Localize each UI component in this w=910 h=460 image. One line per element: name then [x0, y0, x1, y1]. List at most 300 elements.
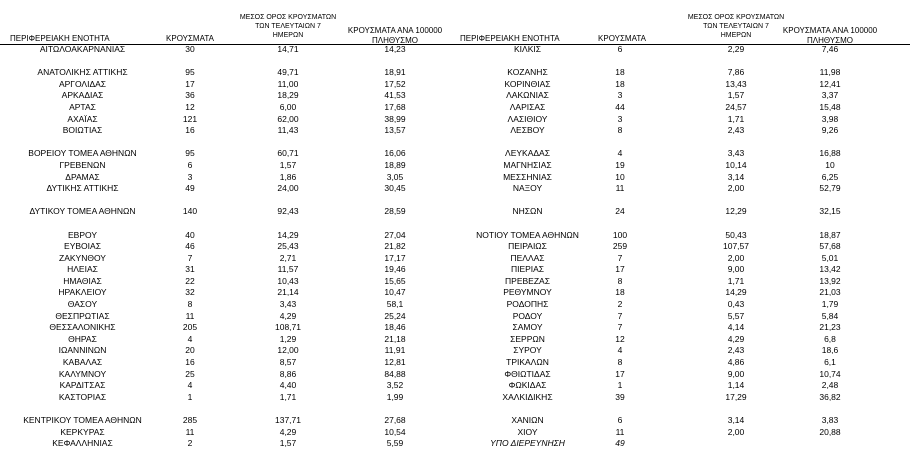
region-cell: ΗΡΑΚΛΕΙΟΥ [58, 287, 107, 298]
region-cell: ΚΑΒΑΛΑΣ [62, 357, 103, 368]
cases-cell: 30 [185, 44, 195, 54]
cases-cell: 11 [615, 426, 625, 437]
region-cell: ΛΑΚΩΝΙΑΣ [506, 90, 549, 101]
avg-cell: 8,86 [279, 368, 297, 379]
per100k-cell: 17,17 [384, 252, 406, 263]
table-row [0, 125, 455, 137]
table-row [0, 206, 455, 218]
avg-cell: 12,00 [277, 345, 299, 356]
per100k-cell: 5,59 [386, 438, 404, 449]
avg-cell: 3,43 [279, 299, 297, 310]
per100k-cell: 38,99 [384, 113, 406, 124]
avg-cell: 8,57 [279, 357, 297, 368]
per100k-cell: 3,98 [821, 113, 839, 124]
per100k-cell: 1,99 [386, 391, 404, 402]
avg-cell: 2,00 [727, 426, 745, 437]
region-cell: ΚΕΡΚΥΡΑΣ [60, 426, 105, 437]
cases-cell: 7 [617, 310, 623, 321]
avg-cell: 1,71 [727, 113, 745, 124]
table-row [0, 56, 455, 68]
per100k-cell: 16,88 [819, 148, 841, 159]
region-cell: ΠΕΙΡΑΙΩΣ [508, 241, 547, 252]
avg-cell: 1,57 [279, 438, 297, 449]
per100k-cell: 17,52 [384, 78, 406, 89]
per100k-cell: 84,88 [384, 368, 406, 379]
avg-cell: 4,40 [279, 380, 297, 391]
per100k-cell: 18,87 [819, 229, 841, 240]
table-row [0, 102, 455, 114]
cases-cell: 18 [615, 78, 625, 89]
table-row [0, 345, 455, 357]
table-row [0, 90, 455, 102]
cases-cell: 49 [185, 183, 195, 194]
avg-cell: 2,29 [727, 44, 745, 54]
table-row [0, 357, 455, 369]
per100k-cell: 28,59 [384, 206, 406, 217]
avg-cell: 21,14 [277, 287, 299, 298]
region-cell: ΠΙΕΡΙΑΣ [510, 264, 545, 275]
header-per100k-line2: ΠΛΗΘΥΣΜΟ [806, 36, 854, 45]
cases-cell: 16 [185, 357, 195, 368]
per100k-cell: 18,91 [384, 67, 406, 78]
region-cell: ΚΕΦΑΛΛΗΝΙΑΣ [52, 438, 113, 449]
region-cell: ΜΕΣΣΗΝΙΑΣ [503, 171, 552, 182]
cases-cell: 100 [612, 229, 628, 240]
per100k-cell: 3,83 [821, 415, 839, 425]
avg-cell: 4,29 [727, 333, 745, 344]
cases-cell: 4 [187, 380, 193, 391]
region-cell: ΑΡΤΑΣ [69, 101, 96, 112]
table-row [0, 230, 455, 242]
cases-cell: 7 [617, 322, 623, 333]
table-row [0, 311, 455, 323]
header-per100k [780, 26, 880, 46]
avg-cell: 17,29 [725, 391, 747, 402]
cases-cell: 3 [617, 113, 623, 124]
avg-cell: 12,29 [725, 206, 747, 217]
avg-cell: 9,00 [727, 264, 745, 275]
header-avg [238, 13, 338, 40]
table-row [455, 230, 910, 242]
per100k-cell: 13,57 [384, 125, 406, 136]
per100k-cell: 10 [825, 159, 835, 170]
avg-cell: 7,86 [727, 67, 745, 78]
table-row [0, 172, 455, 184]
per100k-cell: 18,89 [384, 159, 406, 170]
table-row [0, 114, 455, 126]
region-cell: ΒΟΡΕΙΟΥ ΤΟΜΕΑ ΑΘΗΝΩΝ [28, 148, 137, 159]
region-cell: ΕΒΡΟΥ [67, 229, 97, 240]
table-row [455, 334, 910, 346]
table-row [0, 137, 455, 149]
region-cell: ΖΑΚΥΝΘΟΥ [59, 252, 106, 263]
right-table-body [455, 44, 910, 450]
table-row [455, 67, 910, 79]
region-cell: ΗΛΕΙΑΣ [67, 264, 98, 275]
region-cell: ΛΕΥΚΑΔΑΣ [505, 148, 550, 159]
table-row [455, 79, 910, 91]
region-cell: ΧΑΝΙΩΝ [511, 415, 544, 425]
table-row [455, 264, 910, 276]
region-cell: ΚΟΖΑΝΗΣ [507, 67, 548, 78]
per100k-cell: 15,65 [384, 275, 406, 286]
table-row [0, 438, 455, 450]
per100k-cell: 30,45 [384, 183, 406, 194]
region-cell: ΣΥΡΟΥ [513, 345, 542, 356]
cases-cell: 205 [182, 322, 198, 333]
header-avg [687, 13, 785, 40]
table-row [0, 299, 455, 311]
region-cell: ΙΩΑΝΝΙΝΩΝ [58, 345, 107, 356]
per100k-cell: 12,81 [384, 357, 406, 368]
table-row [0, 79, 455, 91]
per100k-cell: 2,48 [821, 380, 839, 391]
cases-cell: 18 [615, 287, 625, 298]
avg-cell: 107,57 [723, 241, 749, 252]
region-cell: ΘΕΣΠΡΩΤΙΑΣ [55, 310, 110, 321]
per100k-cell: 10,47 [384, 287, 406, 298]
per100k-cell: 13,42 [819, 264, 841, 275]
region-cell: ΤΡΙΚΑΛΩΝ [506, 357, 549, 368]
per100k-cell: 21,18 [384, 333, 406, 344]
cases-cell: 49 [615, 438, 625, 449]
region-cell: ΗΜΑΘΙΑΣ [63, 275, 102, 286]
region-cell: ΣΕΡΡΩΝ [510, 333, 545, 344]
table-row [455, 369, 910, 381]
table-row [0, 218, 455, 230]
cases-cell: 19 [615, 159, 625, 170]
region-cell: ΛΑΡΙΣΑΣ [509, 101, 546, 112]
avg-cell: 24,57 [725, 101, 747, 112]
region-cell: ΜΑΓΝΗΣΙΑΣ [503, 159, 552, 170]
cases-cell: 8 [617, 357, 623, 368]
per100k-cell: 36,82 [819, 391, 841, 402]
avg-cell: 137,71 [275, 415, 301, 425]
avg-cell: 10,43 [277, 275, 299, 286]
right-table-header [455, 0, 910, 45]
cases-cell: 7 [187, 252, 193, 263]
left-table-body [0, 44, 455, 450]
avg-cell: 50,43 [725, 229, 747, 240]
avg-cell: 3,43 [727, 148, 745, 159]
per100k-cell: 20,88 [819, 426, 841, 437]
avg-cell: 0,43 [727, 299, 745, 310]
per100k-cell: 21,03 [819, 287, 841, 298]
cases-cell: 2 [187, 438, 193, 449]
table-row [455, 287, 910, 299]
header-region: ΠΕΡΙΦΕΡΕΙΑΚΗ ΕΝΟΤΗΤΑ [460, 34, 560, 43]
per100k-cell: 58,1 [386, 299, 404, 310]
table-row [455, 172, 910, 184]
region-cell: ΡΟΔΟΠΗΣ [506, 299, 549, 310]
table-row [0, 322, 455, 334]
table-row [455, 183, 910, 195]
region-cell: ΑΧΑΪΑΣ [67, 113, 98, 124]
per100k-cell: 27,04 [384, 229, 406, 240]
avg-cell: 4,86 [727, 357, 745, 368]
table-row [455, 195, 910, 207]
per100k-cell: 13,92 [819, 275, 841, 286]
table-row [0, 276, 455, 288]
cases-cell: 31 [185, 264, 195, 275]
left-table-header [0, 0, 455, 45]
avg-cell: 4,29 [279, 310, 297, 321]
cases-cell: 40 [185, 229, 195, 240]
cases-cell: 6 [617, 415, 623, 425]
table-row [0, 67, 455, 79]
cases-cell: 4 [617, 345, 623, 356]
table-row [455, 427, 910, 439]
per100k-cell: 41,53 [384, 90, 406, 101]
region-cell: ΕΥΒΟΙΑΣ [64, 241, 101, 252]
table-row [0, 415, 455, 427]
avg-cell: 25,43 [277, 241, 299, 252]
avg-cell: 1,71 [727, 275, 745, 286]
per100k-cell: 52,79 [819, 183, 841, 194]
region-cell: ΦΩΚΙΔΑΣ [508, 380, 547, 391]
cases-cell: 18 [615, 67, 625, 78]
region-cell: ΦΘΙΩΤΙΔΑΣ [504, 368, 551, 379]
cases-cell: 4 [187, 333, 193, 344]
avg-cell: 14,29 [277, 229, 299, 240]
cases-cell: 6 [187, 159, 193, 170]
per100k-cell: 21,82 [384, 241, 406, 252]
avg-cell: 5,57 [727, 310, 745, 321]
per100k-cell: 5,84 [821, 310, 839, 321]
per100k-cell: 27,68 [384, 415, 406, 425]
table-row [455, 218, 910, 230]
cases-cell: 25 [185, 368, 195, 379]
cases-cell: 285 [182, 415, 198, 425]
per100k-cell: 1,79 [821, 299, 839, 310]
region-cell: ΛΕΣΒΟΥ [510, 125, 545, 136]
avg-cell: 2,00 [727, 183, 745, 194]
table-row [455, 241, 910, 253]
per100k-cell: 6,8 [824, 333, 836, 344]
per100k-cell: 12,41 [819, 78, 841, 89]
region-cell: ΑΝΑΤΟΛΙΚΗΣ ΑΤΤΙΚΗΣ [37, 67, 128, 78]
per100k-cell: 21,23 [819, 322, 841, 333]
per100k-cell: 3,05 [386, 171, 404, 182]
header-per100k [345, 26, 445, 46]
cases-cell: 4 [617, 148, 623, 159]
per100k-cell: 11,91 [384, 345, 406, 356]
avg-cell: 9,00 [727, 368, 745, 379]
region-cell: ΡΟΔΟΥ [512, 310, 543, 321]
cases-cell: 39 [615, 391, 625, 402]
avg-cell: 1,57 [279, 159, 297, 170]
per100k-cell: 9,26 [821, 125, 839, 136]
per100k-cell: 32,15 [819, 206, 841, 217]
cases-cell: 12 [185, 101, 195, 112]
table-row [0, 380, 455, 392]
table-row [455, 253, 910, 265]
header-avg-line1: ΜΕΣΟΣ ΟΡΟΣ ΚΡΟΥΣΜΑΤΩΝ [239, 14, 337, 21]
region-cell: ΧΑΛΚΙΔΙΚΗΣ [502, 391, 553, 402]
table-row [455, 160, 910, 172]
region-cell: ΚΑΛΥΜΝΟΥ [58, 368, 107, 379]
cases-cell: 3 [187, 171, 193, 182]
table-row [455, 380, 910, 392]
table-row [0, 334, 455, 346]
region-cell: ΘΗΡΑΣ [68, 333, 97, 344]
region-cell: ΠΕΛΛΑΣ [510, 252, 545, 263]
cases-cell: 22 [185, 275, 195, 286]
table-row [455, 44, 910, 56]
cases-cell: 8 [617, 275, 623, 286]
cases-cell: 8 [617, 125, 623, 136]
region-cell: ΚΕΝΤΡΙΚΟΥ ΤΟΜΕΑ ΑΘΗΝΩΝ [23, 415, 142, 425]
region-cell: ΝΑΞΟΥ [512, 183, 543, 194]
table-row [0, 183, 455, 195]
per100k-cell: 10,54 [384, 426, 406, 437]
per100k-cell: 10,74 [819, 368, 841, 379]
region-cell: ΔΥΤΙΚΗΣ ΑΤΤΙΚΗΣ [46, 183, 119, 194]
table-row [455, 357, 910, 369]
table-row [0, 427, 455, 439]
cases-cell: 20 [185, 345, 195, 356]
cases-cell: 44 [615, 101, 625, 112]
avg-cell: 4,29 [279, 426, 297, 437]
cases-cell: 17 [615, 368, 625, 379]
avg-cell: 1,86 [279, 171, 297, 182]
table-row [0, 287, 455, 299]
cases-cell: 11 [185, 310, 195, 321]
avg-cell: 92,43 [277, 206, 299, 217]
avg-cell: 1,29 [279, 333, 297, 344]
cases-cell: 36 [185, 90, 195, 101]
cases-cell: 10 [615, 171, 625, 182]
table-row [455, 311, 910, 323]
per100k-cell: 5,01 [821, 252, 839, 263]
region-cell: ΘΕΣΣΑΛΟΝΙΚΗΣ [49, 322, 116, 333]
cases-cell: 11 [185, 426, 195, 437]
table-row [455, 137, 910, 149]
table-row [455, 56, 910, 68]
table-row [455, 299, 910, 311]
per100k-cell: 18,46 [384, 322, 406, 333]
region-cell: ΡΕΘΥΜΝΟΥ [503, 287, 552, 298]
region-cell: ΒΟΙΩΤΙΑΣ [62, 125, 103, 136]
region-cell: ΝΗΣΩΝ [512, 206, 543, 217]
per100k-cell: 14,23 [384, 44, 406, 54]
cases-cell: 95 [185, 148, 195, 159]
region-cell: ΔΥΤΙΚΟΥ ΤΟΜΕΑ ΑΘΗΝΩΝ [29, 206, 136, 217]
avg-cell: 2,00 [727, 252, 745, 263]
table-row [455, 403, 910, 415]
header-cases: ΚΡΟΥΣΜΑΤΑ [598, 34, 646, 43]
region-cell: ΥΠΟ ΔΙΕΡΕΥΝΗΣΗ [490, 438, 565, 449]
cases-cell: 24 [615, 206, 625, 217]
region-cell: ΚΙΛΚΙΣ [514, 44, 541, 54]
per100k-cell: 17,68 [384, 101, 406, 112]
avg-cell: 49,71 [277, 67, 299, 78]
avg-cell: 2,43 [727, 345, 745, 356]
per100k-cell: 11,98 [819, 67, 841, 78]
table-row [455, 438, 910, 450]
avg-cell: 2,71 [279, 252, 297, 263]
table-row [455, 102, 910, 114]
cases-cell: 1 [187, 391, 193, 402]
table-row [0, 44, 455, 56]
table-row [0, 160, 455, 172]
region-cell: ΚΑΣΤΟΡΙΑΣ [58, 391, 107, 402]
cases-cell: 140 [182, 206, 198, 217]
cases-cell: 95 [185, 67, 195, 78]
header-avg-line3: ΗΜΕΡΩΝ [720, 32, 752, 39]
table-row [455, 345, 910, 357]
cases-cell: 16 [185, 125, 195, 136]
table-row [455, 125, 910, 137]
per100k-cell: 18,6 [821, 345, 839, 356]
avg-cell: 62,00 [277, 113, 299, 124]
cases-cell: 3 [617, 90, 623, 101]
header-per100k-line1: ΚΡΟΥΣΜΑΤΑ ΑΝΑ 100000 [782, 26, 878, 35]
region-cell: ΣΑΜΟΥ [512, 322, 543, 333]
avg-cell: 3,14 [727, 415, 745, 425]
region-cell: ΑΡΓΟΛΙΔΑΣ [58, 78, 107, 89]
cases-cell: 8 [187, 299, 193, 310]
per100k-cell: 57,68 [819, 241, 841, 252]
table-row [455, 415, 910, 427]
table-row [0, 148, 455, 160]
region-cell: ΓΡΕΒΕΝΩΝ [59, 159, 106, 170]
cases-cell: 11 [615, 183, 625, 194]
table-row [455, 322, 910, 334]
cases-cell: 46 [185, 241, 195, 252]
avg-cell: 11,00 [277, 78, 299, 89]
cases-cell: 7 [617, 252, 623, 263]
region-cell: ΑΙΤΩΛΟΑΚΑΡΝΑΝΙΑΣ [39, 44, 126, 54]
per100k-cell: 3,52 [386, 380, 404, 391]
avg-cell: 14,71 [277, 44, 299, 54]
table-row [455, 392, 910, 404]
region-cell: ΚΑΡΔΙΤΣΑΣ [59, 380, 106, 391]
per100k-cell: 6,1 [824, 357, 836, 368]
cases-cell: 17 [185, 78, 195, 89]
table-row [455, 276, 910, 288]
region-cell: ΝΟΤΙΟΥ ΤΟΜΕΑ ΑΘΗΝΩΝ [476, 229, 579, 240]
avg-cell: 4,14 [727, 322, 745, 333]
table-row [0, 392, 455, 404]
table-row [455, 114, 910, 126]
region-cell: ΚΟΡΙΝΘΙΑΣ [504, 78, 551, 89]
header-region: ΠΕΡΙΦΕΡΕΙΑΚΗ ΕΝΟΤΗΤΑ [10, 34, 110, 43]
table-row [455, 90, 910, 102]
avg-cell: 6,00 [279, 101, 297, 112]
header-avg-line3: ΗΜΕΡΩΝ [272, 32, 304, 39]
table-row [455, 148, 910, 160]
per100k-cell: 6,25 [821, 171, 839, 182]
avg-cell: 1,71 [279, 391, 297, 402]
cases-cell: 121 [182, 113, 198, 124]
per100k-cell: 16,06 [384, 148, 406, 159]
region-cell: ΘΑΣΟΥ [67, 299, 98, 310]
region-cell: ΛΑΣΙΘΙΟΥ [507, 113, 548, 124]
avg-cell: 13,43 [725, 78, 747, 89]
avg-cell: 11,43 [277, 125, 299, 136]
table-row [455, 206, 910, 218]
header-per100k-line2: ΠΛΗΘΥΣΜΟ [371, 36, 419, 45]
region-cell: ΔΡΑΜΑΣ [65, 171, 100, 182]
avg-cell: 18,29 [277, 90, 299, 101]
avg-cell: 1,57 [727, 90, 745, 101]
header-avg-line1: ΜΕΣΟΣ ΟΡΟΣ ΚΡΟΥΣΜΑΤΩΝ [687, 14, 785, 21]
avg-cell: 1,14 [727, 380, 745, 391]
avg-cell: 2,43 [727, 125, 745, 136]
avg-cell: 60,71 [277, 148, 299, 159]
cases-cell: 32 [185, 287, 195, 298]
